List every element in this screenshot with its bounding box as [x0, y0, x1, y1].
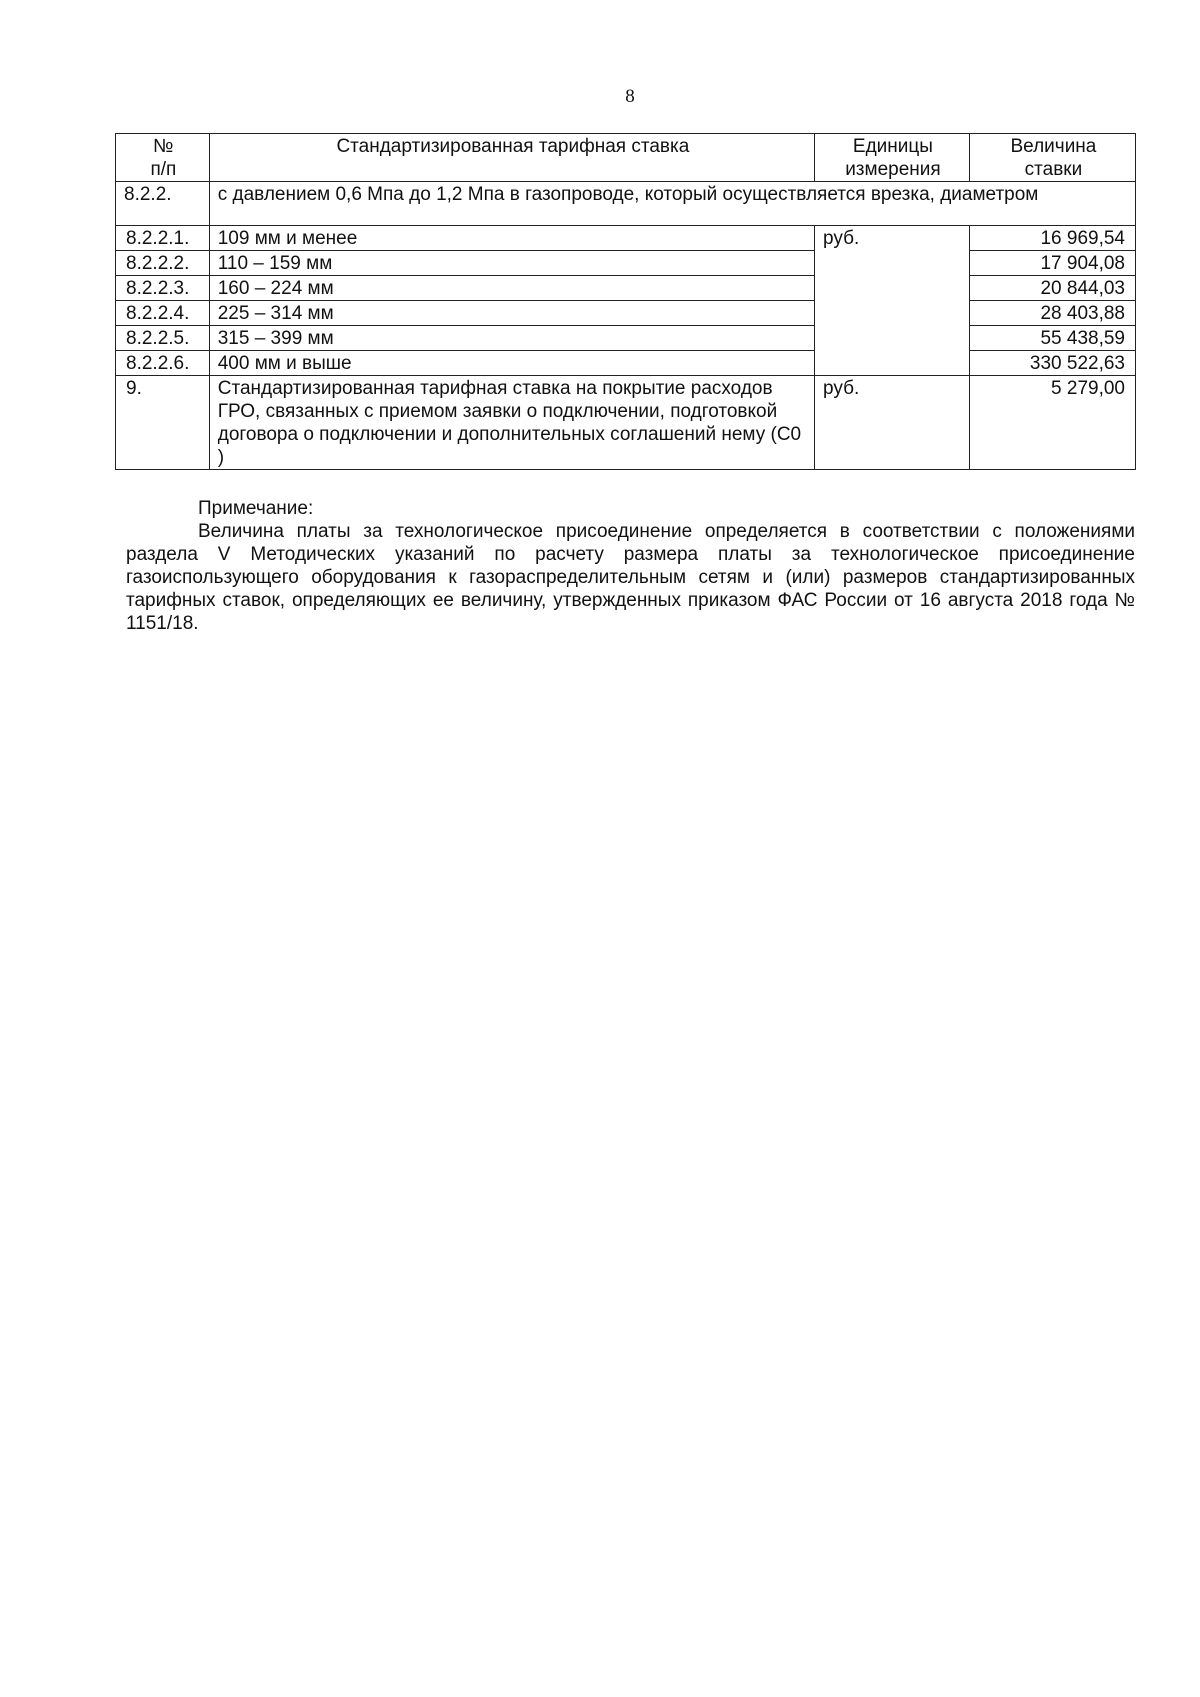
group-unit: руб. — [815, 226, 970, 376]
header-name-label: Стандартизированная тарифная ставка — [336, 136, 690, 157]
section-num: 8.2.2. — [116, 182, 210, 226]
row-value: 16 969,54 — [969, 226, 1135, 251]
row-name: 160 – 224 мм — [209, 276, 814, 301]
table-row — [116, 251, 1136, 276]
table-row — [116, 301, 1136, 326]
header-num — [116, 134, 210, 182]
last-row-value: 5 279,00 — [969, 376, 1135, 470]
row-num: 8.2.2.5. — [116, 326, 210, 351]
last-row-unit: руб. — [815, 376, 970, 470]
row-value: 55 438,59 — [969, 326, 1135, 351]
page-number: 8 — [625, 86, 635, 107]
header-unit — [815, 134, 970, 182]
table-header-row — [116, 134, 1136, 182]
row-num: 8.2.2.3. — [116, 276, 210, 301]
header-num-label: № п/п — [150, 136, 177, 180]
header-value-label: Величина ставки — [1010, 136, 1097, 180]
last-row-num: 9. — [116, 376, 210, 470]
table-row — [116, 326, 1136, 351]
row-value: 28 403,88 — [969, 301, 1135, 326]
row-num: 8.2.2.6. — [116, 351, 210, 376]
table-row-last — [116, 376, 1136, 470]
header-name — [209, 134, 814, 182]
table-row — [116, 276, 1136, 301]
note-body: Величина платы за технологическое присоединение определяется в соответствии с положениями раздела V Методических указаний по расчету размера платы за технологическое присоединение газоиспользующего оборудования к газораспределительным сетям и (или) размеров стандартизированных тарифных ставок, определяющих ее величину, утвержденных приказом ФАС России от 16 августа 2018 года № 1151/18. — [126, 521, 1135, 634]
row-name: 315 – 399 мм — [209, 326, 814, 351]
header-value — [969, 134, 1135, 182]
row-num: 8.2.2.1. — [116, 226, 210, 251]
row-name: 400 мм и выше — [209, 351, 814, 376]
row-name: 110 – 159 мм — [209, 251, 814, 276]
row-value: 20 844,03 — [969, 276, 1135, 301]
header-unit-label: Единицы измерения — [845, 136, 941, 180]
row-num: 8.2.2.2. — [116, 251, 210, 276]
table-row — [116, 351, 1136, 376]
row-name: 109 мм и менее — [209, 226, 814, 251]
note — [126, 497, 1135, 635]
row-num: 8.2.2.4. — [116, 301, 210, 326]
section-row — [116, 182, 1136, 226]
section-text: с давлением 0,6 Мпа до 1,2 Мпа в газопроводе, который осуществляется врезка, диаметром — [209, 182, 1135, 226]
row-value: 330 522,63 — [969, 351, 1135, 376]
tariff-table — [115, 133, 1136, 470]
table-row — [116, 226, 1136, 251]
row-value: 17 904,08 — [969, 251, 1135, 276]
note-title: Примечание: — [198, 498, 314, 519]
last-row-name: Стандартизированная тарифная ставка на покрытие расходов ГРО, связанных с приемом заявки о подключении, подготовкой договора о подключении и дополнительных соглашений нему (С0 ) — [209, 376, 814, 470]
row-name: 225 – 314 мм — [209, 301, 814, 326]
